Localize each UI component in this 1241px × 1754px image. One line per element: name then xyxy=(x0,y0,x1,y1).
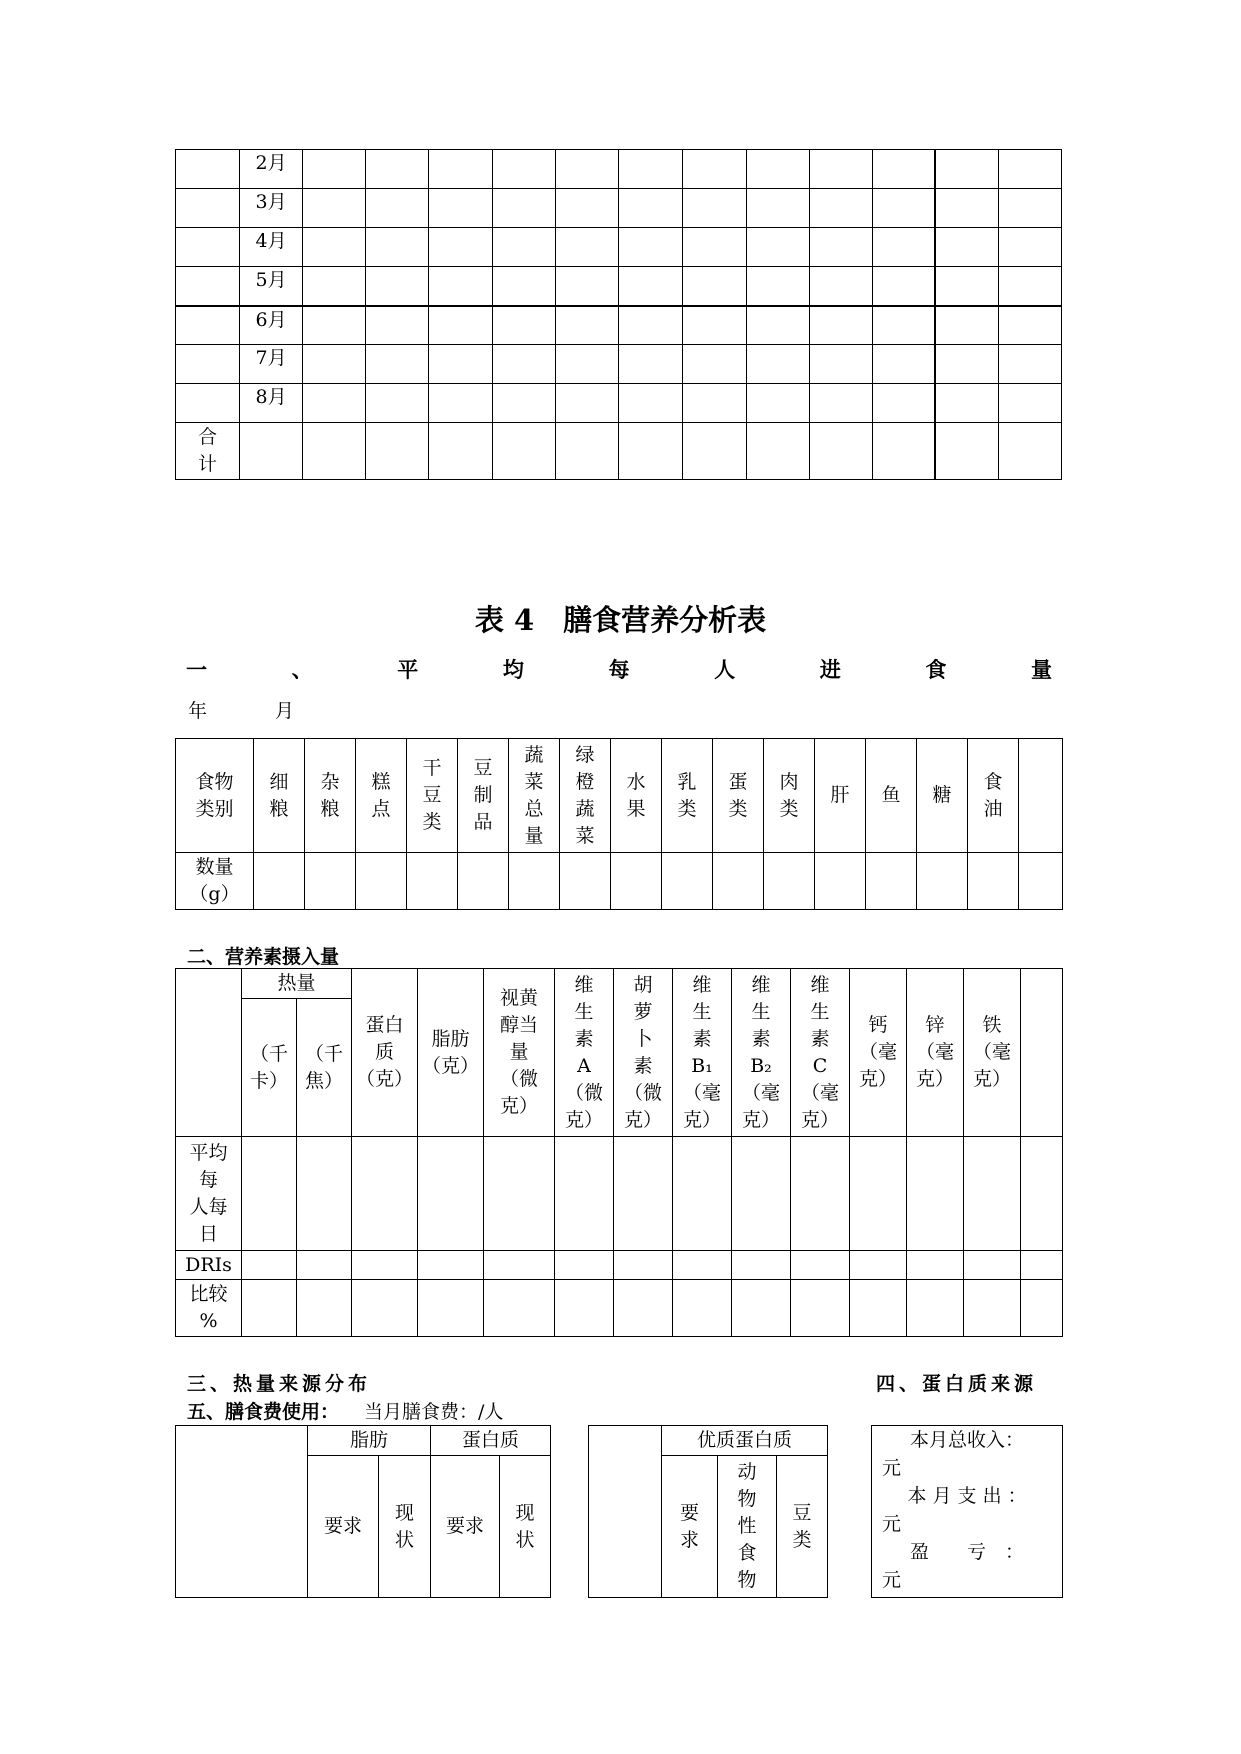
nutrient-cell xyxy=(850,1251,907,1280)
table-cell xyxy=(682,189,746,228)
total-row xyxy=(176,423,1062,480)
nutrient-cell xyxy=(791,1280,850,1337)
table-cell xyxy=(935,228,998,267)
table-cell xyxy=(872,267,935,306)
food-category: 糕 点 xyxy=(356,739,407,853)
table-cell xyxy=(998,306,1061,345)
balance-unit: 元 xyxy=(882,1569,902,1591)
table-gap xyxy=(551,1426,589,1598)
food-row-label: 食物 类别 xyxy=(176,739,254,853)
food-quantity-cell xyxy=(764,853,815,910)
food-category: 鱼 xyxy=(866,739,917,853)
monthly-table-body xyxy=(176,150,1062,480)
food-category: 豆 制 品 xyxy=(458,739,509,853)
nutrient-cell xyxy=(555,1251,614,1280)
month-row xyxy=(176,267,1062,306)
nutrient-cell xyxy=(242,1137,297,1251)
protein-require: 要求 xyxy=(431,1456,500,1598)
nutrient-cell xyxy=(732,1280,791,1337)
expense-unit: 元 xyxy=(882,1513,902,1535)
date-year: 年 xyxy=(188,700,208,722)
table-cell xyxy=(366,150,429,189)
protein-source-corner xyxy=(589,1426,662,1598)
nutrient-cell xyxy=(555,1280,614,1337)
row-label xyxy=(176,150,240,189)
table-cell xyxy=(303,267,366,306)
month-row xyxy=(176,189,1062,228)
table-cell xyxy=(429,150,493,189)
table-cell xyxy=(935,267,998,306)
table-cell xyxy=(366,384,429,423)
section1-char: 人 xyxy=(714,658,736,682)
table-gap xyxy=(828,1426,872,1598)
table-cell xyxy=(303,150,366,189)
table-cell xyxy=(556,189,619,228)
table-cell xyxy=(366,189,429,228)
table-cell xyxy=(998,189,1061,228)
vit-c-header: 维 生 素 C （毫 克） xyxy=(791,969,850,1137)
nutrient-row-label: 平均 每 人每 日 xyxy=(176,1137,242,1251)
nutrient-cell xyxy=(907,1280,964,1337)
table-cell xyxy=(682,228,746,267)
section5-heading: 五、膳食费使用： xyxy=(187,1401,340,1423)
bean: 豆 类 xyxy=(777,1456,828,1598)
section4-heading: 四、蛋白质来源 xyxy=(876,1373,1038,1395)
bottom-table xyxy=(175,1425,1063,1598)
table-cell xyxy=(493,228,556,267)
food-quantity-cell xyxy=(815,853,866,910)
food-category: 水 果 xyxy=(611,739,662,853)
table-cell xyxy=(935,189,998,228)
table-cell xyxy=(872,345,935,384)
nutrient-cell xyxy=(484,1251,555,1280)
nutrient-cell xyxy=(297,1137,352,1251)
date-month: 月 xyxy=(275,700,295,722)
table-cell xyxy=(556,423,619,480)
table-cell xyxy=(493,423,556,480)
carotene-header: 胡 萝 卜 素 （微 克） xyxy=(614,969,673,1137)
nutrient-cell xyxy=(352,1251,418,1280)
table-cell xyxy=(998,228,1061,267)
nutrient-cell xyxy=(964,1251,1021,1280)
table-cell xyxy=(935,384,998,423)
food-category: 蔬 菜 总 量 xyxy=(509,739,560,853)
nutrient-cell xyxy=(297,1251,352,1280)
table-cell xyxy=(746,306,809,345)
nutrient-cell xyxy=(673,1137,732,1251)
table-cell xyxy=(809,345,872,384)
table-cell xyxy=(682,384,746,423)
row-label xyxy=(176,228,240,267)
section1-char: 进 xyxy=(819,658,841,682)
table-cell xyxy=(429,345,493,384)
table-cell xyxy=(746,189,809,228)
retinol-header: 视黄 醇当 量 （微 克） xyxy=(484,969,555,1137)
food-header-row xyxy=(176,739,1063,853)
table-cell xyxy=(682,345,746,384)
nutrient-cell xyxy=(614,1251,673,1280)
food-quantity-cell xyxy=(866,853,917,910)
table-cell xyxy=(556,267,619,306)
section1-char: 平 xyxy=(397,658,419,682)
table-cell xyxy=(809,150,872,189)
table-cell xyxy=(682,306,746,345)
table-cell xyxy=(303,345,366,384)
food-quantity-cell xyxy=(968,853,1019,910)
energy-kj-header: （千 焦） xyxy=(297,999,352,1137)
table-cell xyxy=(809,267,872,306)
nutrient-cell xyxy=(964,1137,1021,1251)
animal-food: 动 物 性 食 物 xyxy=(718,1456,777,1598)
food-quantity-cell xyxy=(407,853,458,910)
page-title: 表 4 膳食营养分析表 xyxy=(474,603,767,637)
table-cell xyxy=(746,345,809,384)
section1-char: 均 xyxy=(502,658,524,682)
food-quantity-label: 数量 （g） xyxy=(176,853,254,910)
vit-b1-header: 维 生 素 B₁ （毫 克） xyxy=(673,969,732,1137)
table-cell xyxy=(303,384,366,423)
nutrient-cell xyxy=(907,1137,964,1251)
nutrient-cell xyxy=(907,1251,964,1280)
nutrient-row-dris xyxy=(176,1251,1063,1280)
table-cell xyxy=(619,306,682,345)
food-category: 肝 xyxy=(815,739,866,853)
table-cell xyxy=(872,150,935,189)
food-category: 干 豆 类 xyxy=(407,739,458,853)
table-cell xyxy=(935,306,998,345)
month-row xyxy=(176,345,1062,384)
nutrient-cell xyxy=(850,1137,907,1251)
nutrient-cell xyxy=(673,1280,732,1337)
nutrient-row-label: 比较 % xyxy=(176,1280,242,1337)
section1-char: 量 xyxy=(1031,658,1052,682)
quality-protein-header: 优质蛋白质 xyxy=(662,1426,828,1456)
month-label: 3月 xyxy=(240,189,303,228)
food-category: 绿 橙 蔬 菜 xyxy=(560,739,611,853)
food-quantity-cell xyxy=(356,853,407,910)
table-cell xyxy=(556,150,619,189)
fat-require: 要求 xyxy=(308,1456,379,1598)
nutrient-cell xyxy=(555,1137,614,1251)
protein-status: 现 状 xyxy=(500,1456,551,1598)
table-cell xyxy=(619,423,682,480)
nutrient-cell xyxy=(242,1251,297,1280)
food-extra-cell xyxy=(1019,739,1063,853)
calcium-header: 钙 （毫 克） xyxy=(850,969,907,1137)
iron-header: 铁 （毫 克） xyxy=(964,969,1021,1137)
month-label: 6月 xyxy=(240,306,303,345)
table-cell xyxy=(429,423,493,480)
month-label: 5月 xyxy=(240,267,303,306)
table-cell xyxy=(998,384,1061,423)
table-cell xyxy=(746,423,809,480)
month-label: 2月 xyxy=(240,150,303,189)
table-cell xyxy=(682,150,746,189)
energy-kcal-header: （千 卡） xyxy=(242,999,297,1137)
table-cell xyxy=(366,267,429,306)
table-cell xyxy=(998,267,1061,306)
table-cell xyxy=(493,267,556,306)
heat-corner xyxy=(176,1426,308,1598)
month-row xyxy=(176,228,1062,267)
nutrient-cell xyxy=(614,1280,673,1337)
table-cell xyxy=(809,189,872,228)
table-cell xyxy=(935,423,998,480)
income-unit: 元 xyxy=(882,1457,902,1479)
table-cell xyxy=(872,228,935,267)
table-cell xyxy=(872,306,935,345)
section1-char: 、 xyxy=(291,658,313,682)
zinc-header: 锌 （毫 克） xyxy=(907,969,964,1137)
food-category: 食 油 xyxy=(968,739,1019,853)
table-cell xyxy=(872,423,935,480)
food-quantity-cell xyxy=(254,853,305,910)
nutrient-cell xyxy=(732,1251,791,1280)
nutrient-cell xyxy=(352,1137,418,1251)
food-category: 蛋 类 xyxy=(713,739,764,853)
expense-line: 本 月 支 出 ： xyxy=(907,1485,1027,1507)
food-category: 糖 xyxy=(917,739,968,853)
income-line: 本月总收入： xyxy=(910,1429,1025,1451)
monthly-table xyxy=(175,149,1062,480)
table-cell xyxy=(682,423,746,480)
table-cell xyxy=(619,150,682,189)
food-quantity-cell xyxy=(305,853,356,910)
table-cell xyxy=(619,345,682,384)
table-cell xyxy=(240,423,303,480)
table-cell xyxy=(998,345,1061,384)
table-cell xyxy=(429,189,493,228)
food-quantity-cell xyxy=(917,853,968,910)
table-cell xyxy=(809,228,872,267)
fat-header: 脂肪 （克） xyxy=(418,969,484,1137)
vit-b2-header: 维 生 素 B₂ （毫 克） xyxy=(732,969,791,1137)
fat-status: 现 状 xyxy=(379,1456,431,1598)
nutrient-cell xyxy=(614,1137,673,1251)
table-cell xyxy=(872,384,935,423)
table-cell xyxy=(556,384,619,423)
month-row xyxy=(176,150,1062,189)
nutrient-cell xyxy=(418,1280,484,1337)
nutrient-cell xyxy=(732,1137,791,1251)
month-row xyxy=(176,384,1062,423)
row-label xyxy=(176,345,240,384)
food-quantity-cell xyxy=(662,853,713,910)
table-cell xyxy=(935,150,998,189)
table-cell xyxy=(619,267,682,306)
quality-require: 要 求 xyxy=(662,1456,718,1598)
nutrient-extra-header xyxy=(1021,969,1063,1137)
food-quantity-cell xyxy=(458,853,509,910)
food-extra-cell xyxy=(1019,853,1063,910)
table-cell xyxy=(493,345,556,384)
section2-heading: 二、营养素摄入量 xyxy=(187,946,340,968)
food-quantity-cell xyxy=(713,853,764,910)
table-cell xyxy=(556,306,619,345)
nutrient-cell xyxy=(1021,1280,1063,1337)
table-cell xyxy=(809,384,872,423)
table-cell xyxy=(809,423,872,480)
month-label: 4月 xyxy=(240,228,303,267)
table-cell xyxy=(366,345,429,384)
nutrient-row-avg xyxy=(176,1137,1063,1251)
table-cell xyxy=(872,189,935,228)
food-quantity-row xyxy=(176,853,1063,910)
nutrient-cell xyxy=(791,1137,850,1251)
table-cell xyxy=(429,384,493,423)
table-cell xyxy=(746,228,809,267)
nutrient-cell xyxy=(1021,1137,1063,1251)
vit-a-header: 维 生 素 A （微 克） xyxy=(555,969,614,1137)
food-quantity-cell xyxy=(509,853,560,910)
food-category: 细 粮 xyxy=(254,739,305,853)
nutrient-cell xyxy=(484,1280,555,1337)
table-cell xyxy=(998,423,1061,480)
cost-value: 当月膳食费：/人 xyxy=(364,1401,504,1423)
food-category: 杂 粮 xyxy=(305,739,356,853)
section1-char: 食 xyxy=(925,658,947,682)
table-cell xyxy=(619,384,682,423)
section1-char: 每 xyxy=(608,658,630,682)
table-cell xyxy=(366,228,429,267)
month-row xyxy=(176,306,1062,345)
table-cell xyxy=(682,267,746,306)
table-cell xyxy=(556,228,619,267)
row-label xyxy=(176,384,240,423)
food-category: 肉 类 xyxy=(764,739,815,853)
row-label xyxy=(176,189,240,228)
section1-char: 一 xyxy=(186,658,207,682)
table-cell xyxy=(303,228,366,267)
nutrient-cell xyxy=(242,1280,297,1337)
nutrient-cell xyxy=(791,1251,850,1280)
food-quantity-cell xyxy=(611,853,662,910)
energy-group-header: 热量 xyxy=(242,969,352,999)
section3-heading: 三、热量来源分布 xyxy=(187,1373,372,1395)
nutrient-cell xyxy=(484,1137,555,1251)
table-cell xyxy=(746,267,809,306)
nutrient-cell xyxy=(418,1137,484,1251)
table-cell xyxy=(366,306,429,345)
nutrient-cell xyxy=(850,1280,907,1337)
table-cell xyxy=(935,345,998,384)
table-cell xyxy=(746,150,809,189)
nutrient-cell xyxy=(964,1280,1021,1337)
row-label xyxy=(176,267,240,306)
food-category: 乳 类 xyxy=(662,739,713,853)
nutrient-cell xyxy=(352,1280,418,1337)
table-cell xyxy=(303,423,366,480)
table-cell xyxy=(303,306,366,345)
cost-box xyxy=(872,1426,1063,1598)
table-cell xyxy=(493,189,556,228)
food-quantity-cell xyxy=(560,853,611,910)
table-cell xyxy=(366,423,429,480)
table-cell xyxy=(493,306,556,345)
table-cell xyxy=(809,306,872,345)
table-cell xyxy=(429,306,493,345)
protein-group-header: 蛋白质 xyxy=(431,1426,551,1456)
month-label: 8月 xyxy=(240,384,303,423)
nutrient-row-ratio xyxy=(176,1280,1063,1337)
table-cell xyxy=(429,228,493,267)
nutrient-cell xyxy=(673,1251,732,1280)
nutrient-cell xyxy=(418,1251,484,1280)
fat-group-header: 脂肪 xyxy=(308,1426,431,1456)
food-table xyxy=(175,738,1063,910)
nutrient-table xyxy=(175,968,1063,1337)
table-cell xyxy=(429,267,493,306)
table-cell xyxy=(619,228,682,267)
month-label: 7月 xyxy=(240,345,303,384)
nutrient-cell xyxy=(1021,1251,1063,1280)
table-cell xyxy=(303,189,366,228)
nutrient-row-label: DRIs xyxy=(176,1251,242,1280)
total-label: 合 计 xyxy=(176,423,240,480)
table-cell xyxy=(556,345,619,384)
table-cell xyxy=(493,150,556,189)
table-cell xyxy=(998,150,1061,189)
balance-line: 盈 亏 ： xyxy=(910,1541,1025,1563)
nutrient-corner xyxy=(176,969,242,1137)
row-label xyxy=(176,306,240,345)
section1-heading xyxy=(186,654,1052,684)
table-cell xyxy=(493,384,556,423)
protein-header: 蛋白 质 （克） xyxy=(352,969,418,1137)
table-cell xyxy=(619,189,682,228)
table-cell xyxy=(746,384,809,423)
nutrient-cell xyxy=(297,1280,352,1337)
